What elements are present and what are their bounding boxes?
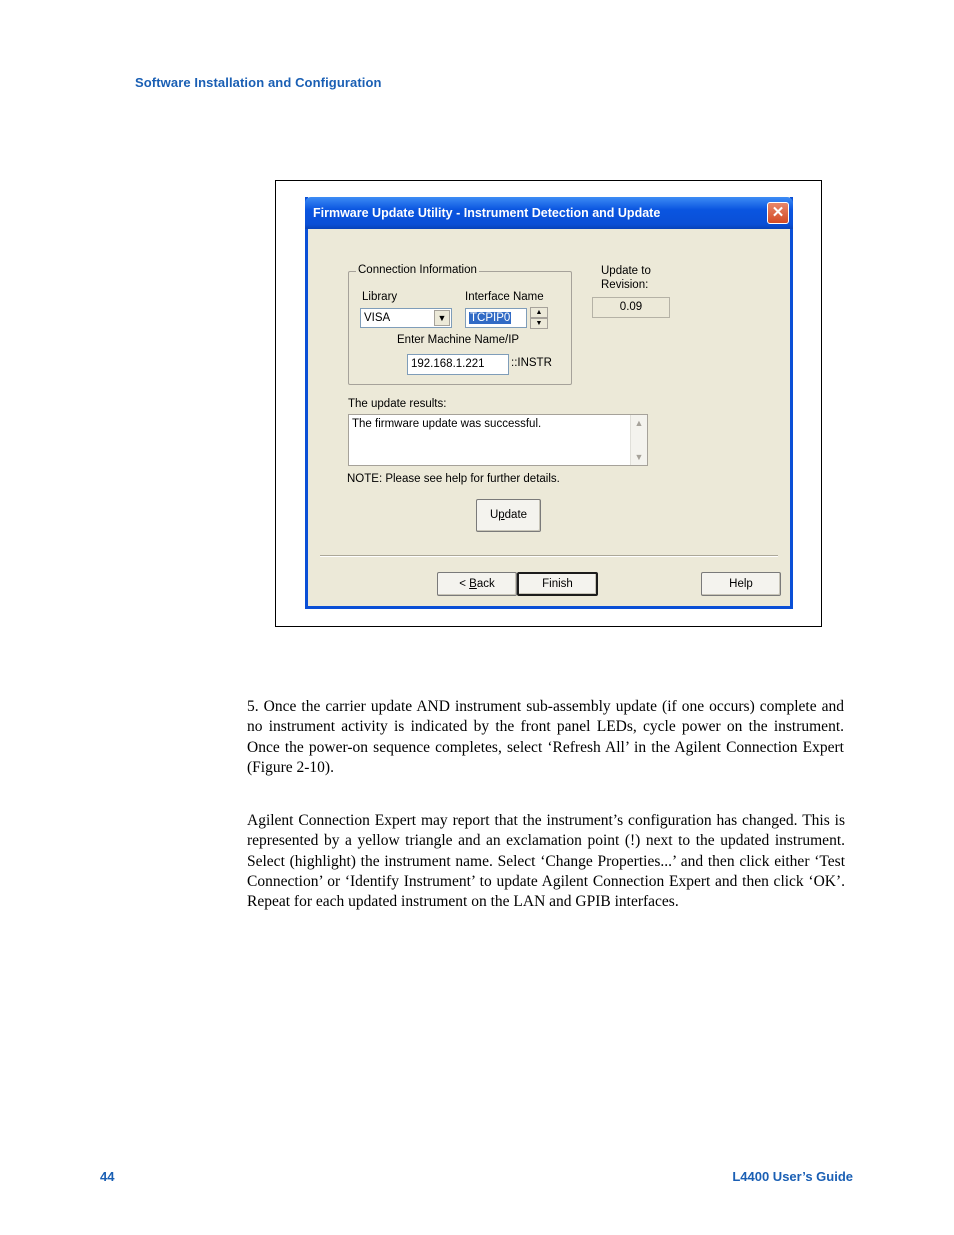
update-results-textarea[interactable] bbox=[348, 414, 648, 466]
connection-expert-paragraph: Agilent Connection Expert may report that the instrument’s configuration has changed. This is represented by a yellow triangle and an exclamation point (!) next to the updated instrument. Select (highlight) the instrument name. Select ‘Change Properties...’ and then click either ‘Test Connection’ or ‘Identify Instrument’ to update Agilent Connection Expert and then click ‘OK’. Repeat for each updated instrument on the LAN and GPIB interfaces. bbox=[247, 812, 845, 911]
spin-up-icon[interactable]: ▲ bbox=[530, 307, 548, 318]
back-button[interactable]: < Back bbox=[437, 572, 517, 596]
interface-spinner[interactable] bbox=[530, 307, 548, 329]
update-results-label: The update results: bbox=[348, 398, 447, 410]
scroll-down-icon[interactable]: ▼ bbox=[634, 452, 644, 462]
chevron-down-icon[interactable]: ▼ bbox=[434, 310, 450, 326]
dialog-title: Firmware Update Utility - Instrument Detection and Update bbox=[313, 206, 661, 220]
scroll-up-icon[interactable]: ▲ bbox=[634, 418, 644, 428]
results-scrollbar[interactable] bbox=[630, 415, 647, 465]
interface-name-value: TCPIP0 bbox=[470, 312, 511, 324]
dialog-title-bar[interactable] bbox=[305, 197, 793, 229]
close-icon[interactable]: ✕ bbox=[767, 202, 789, 224]
section-header: Software Installation and Configuration bbox=[135, 75, 382, 90]
update-results-text: The firmware update was successful. bbox=[352, 418, 542, 430]
machine-name-label: Enter Machine Name/IP bbox=[397, 334, 520, 346]
page-number: 44 bbox=[100, 1169, 115, 1184]
help-button[interactable]: Help bbox=[701, 572, 781, 596]
machine-name-input[interactable] bbox=[407, 354, 509, 375]
library-dropdown[interactable] bbox=[360, 308, 452, 328]
interface-name-field[interactable] bbox=[465, 308, 527, 328]
spin-down-icon[interactable]: ▼ bbox=[530, 318, 548, 329]
library-value: VISA bbox=[364, 312, 391, 324]
machine-name-value: 192.168.1.221 bbox=[411, 358, 485, 370]
revision-value: 0.09 bbox=[592, 297, 670, 318]
finish-button[interactable]: Finish bbox=[517, 572, 598, 596]
dialog-separator bbox=[320, 555, 778, 557]
update-to-label: Update to bbox=[601, 265, 651, 277]
library-label: Library bbox=[362, 291, 398, 303]
instr-suffix: ::INSTR bbox=[511, 357, 552, 369]
update-button[interactable]: Update bbox=[476, 499, 541, 532]
firmware-update-dialog bbox=[305, 197, 793, 609]
step-5-paragraph: 5. Once the carrier update AND instrument sub-assembly update (if one occurs) complete and no instrument activity is indicated by the front panel LEDs, cycle power on the instrument. Once the power-on sequence completes, select ‘Refresh All’ in the Agilent Connection Expert (Figure 2-10). bbox=[247, 698, 844, 776]
connection-group-label: Connection Information bbox=[358, 264, 477, 276]
note-text: NOTE: Please see help for further details. bbox=[347, 473, 560, 485]
revision-label-text: Revision: bbox=[601, 279, 649, 291]
interface-name-label: Interface Name bbox=[465, 291, 544, 303]
guide-title: L4400 User’s Guide bbox=[732, 1169, 853, 1184]
